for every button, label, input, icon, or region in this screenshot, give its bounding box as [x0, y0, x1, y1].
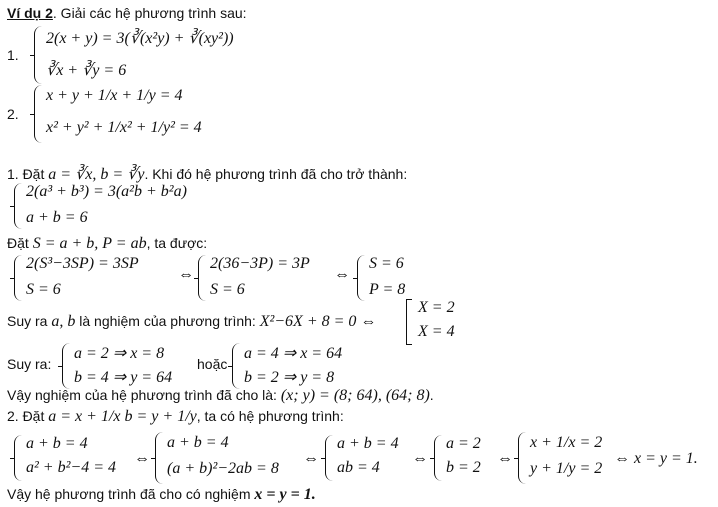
equation: a² + b²−4 = 4 [26, 459, 116, 476]
brace [14, 255, 22, 301]
iff-arrow: ⇔ [497, 450, 513, 467]
solution-2-system-1 [14, 435, 132, 481]
problem-1-eq1: 2(x + y) = 3(∛(x²y) + ∛(xy²)) [46, 30, 234, 47]
iff-arrow: ⇔ [334, 266, 350, 283]
equation: S = 6 [369, 255, 404, 272]
equation: b = 2 [446, 459, 481, 476]
substitution: a = ∛x, b = ∛y [48, 166, 145, 183]
or-label: hoặc [197, 356, 228, 372]
equation: a + b = 4 [167, 434, 229, 451]
problem-1-number: 1. [7, 47, 19, 63]
brace [62, 343, 70, 389]
suy-ra-label: Suy ra: [7, 356, 52, 372]
solution-1-conclusion [7, 387, 434, 405]
solution-2-system-3 [325, 435, 413, 481]
text: Suy ra [7, 313, 52, 329]
substitution: a = x + 1/x b = y + 1/y [48, 408, 197, 425]
solution-2-system-2 [155, 432, 303, 484]
case-1-system [62, 343, 192, 389]
solution: x = y = 1. [254, 486, 316, 503]
example-heading [7, 5, 247, 21]
example-title-rest: . Giải các hệ phương trình sau: [52, 5, 247, 21]
equation: a = 2 [446, 435, 481, 452]
text: 1. Đặt [7, 166, 49, 182]
system-sp-3 [357, 255, 427, 301]
roots-bracket [406, 299, 476, 345]
brace [155, 432, 163, 484]
iff-arrow: ⇔ [412, 450, 428, 467]
equation: a = 4 ⇒ x = 64 [244, 345, 343, 362]
case-2-system [232, 343, 367, 389]
equation: ab = 4 [337, 459, 380, 476]
solution-1-set [7, 235, 207, 253]
text: Vậy nghiệm của hệ phương trình đã cho là: [7, 387, 281, 403]
brace [232, 343, 240, 389]
solution-2-intro [7, 408, 344, 426]
problem-2-number: 2. [7, 106, 19, 122]
iff-arrow: ⇔ [303, 450, 319, 467]
equation: a = 2 ⇒ x = 8 [74, 345, 165, 362]
solution-1-intro [7, 164, 407, 184]
root: X = 4 [418, 323, 455, 340]
text: là nghiệm của phương trình: [75, 313, 260, 329]
text: , ta có hệ phương trình: [196, 408, 344, 424]
text: Vậy hệ phương trình đã cho có nghiệm [7, 486, 255, 502]
equation: P = 8 [369, 281, 406, 298]
brace [14, 183, 22, 229]
equation: (a + b)²−2ab = 8 [167, 460, 279, 477]
equation: y + 1/y = 2 [530, 460, 603, 477]
equation: 2(S³−3SP) = 3SP [26, 255, 139, 272]
problem-2-eq2: x² + y² + 1/x² + 1/y² = 4 [46, 119, 202, 136]
equation: x + 1/x = 2 [530, 434, 603, 451]
equation: a + b = 6 [26, 209, 88, 226]
text: 2. Đặt [7, 408, 49, 424]
equation: 2(a³ + b³) = 3(a²b + b²a) [26, 183, 187, 200]
problem-1-system [34, 26, 294, 84]
solution-2-conclusion [7, 486, 316, 504]
equation: a + b = 4 [26, 435, 88, 452]
problem-2-eq1: x + y + 1/x + 1/y = 4 [46, 87, 183, 104]
brace [34, 26, 42, 84]
substitution: S = a + b, P = ab [32, 235, 147, 252]
quadratic-equation: X²−6X + 8 = 0 ⇔ [259, 313, 377, 330]
solution-2-system-5 [518, 432, 618, 484]
variables: a, b [51, 313, 76, 330]
problem-2-system [34, 85, 294, 143]
solution-set: (x; y) = (8; 64), (64; 8) [280, 387, 430, 404]
solution-1-roots [7, 313, 376, 331]
equation: S = 6 [210, 281, 245, 298]
problem-1-eq2: ∛x + ∛y = 6 [46, 62, 127, 79]
brace [357, 255, 365, 301]
system-sp-2 [198, 255, 333, 301]
solution-1-system [14, 183, 254, 229]
example-title: Ví dụ 2 [7, 5, 53, 21]
system-sp-1 [14, 255, 179, 301]
final-result: ⇔ x = y = 1. [614, 450, 698, 467]
iff-arrow: ⇔ [134, 450, 150, 467]
iff-arrow: ⇔ [178, 266, 194, 283]
brace [325, 435, 333, 481]
text: Đặt [7, 235, 33, 251]
root: X = 2 [418, 299, 455, 316]
equation: S = 6 [26, 281, 61, 298]
brace [518, 432, 526, 484]
bracket [406, 299, 412, 345]
brace [14, 435, 22, 481]
equation: b = 2 ⇒ y = 8 [244, 369, 335, 386]
equation: 2(36−3P) = 3P [210, 255, 310, 272]
brace [198, 255, 206, 301]
brace [34, 85, 42, 143]
equation: a + b = 4 [337, 435, 399, 452]
text: , ta được: [146, 235, 208, 251]
equation: b = 4 ⇒ y = 64 [74, 369, 173, 386]
solution-2-system-4 [434, 435, 499, 481]
brace [434, 435, 442, 481]
text: . [429, 387, 434, 403]
text: . Khi đó hệ phương trình đã cho trở thành: [144, 166, 408, 182]
